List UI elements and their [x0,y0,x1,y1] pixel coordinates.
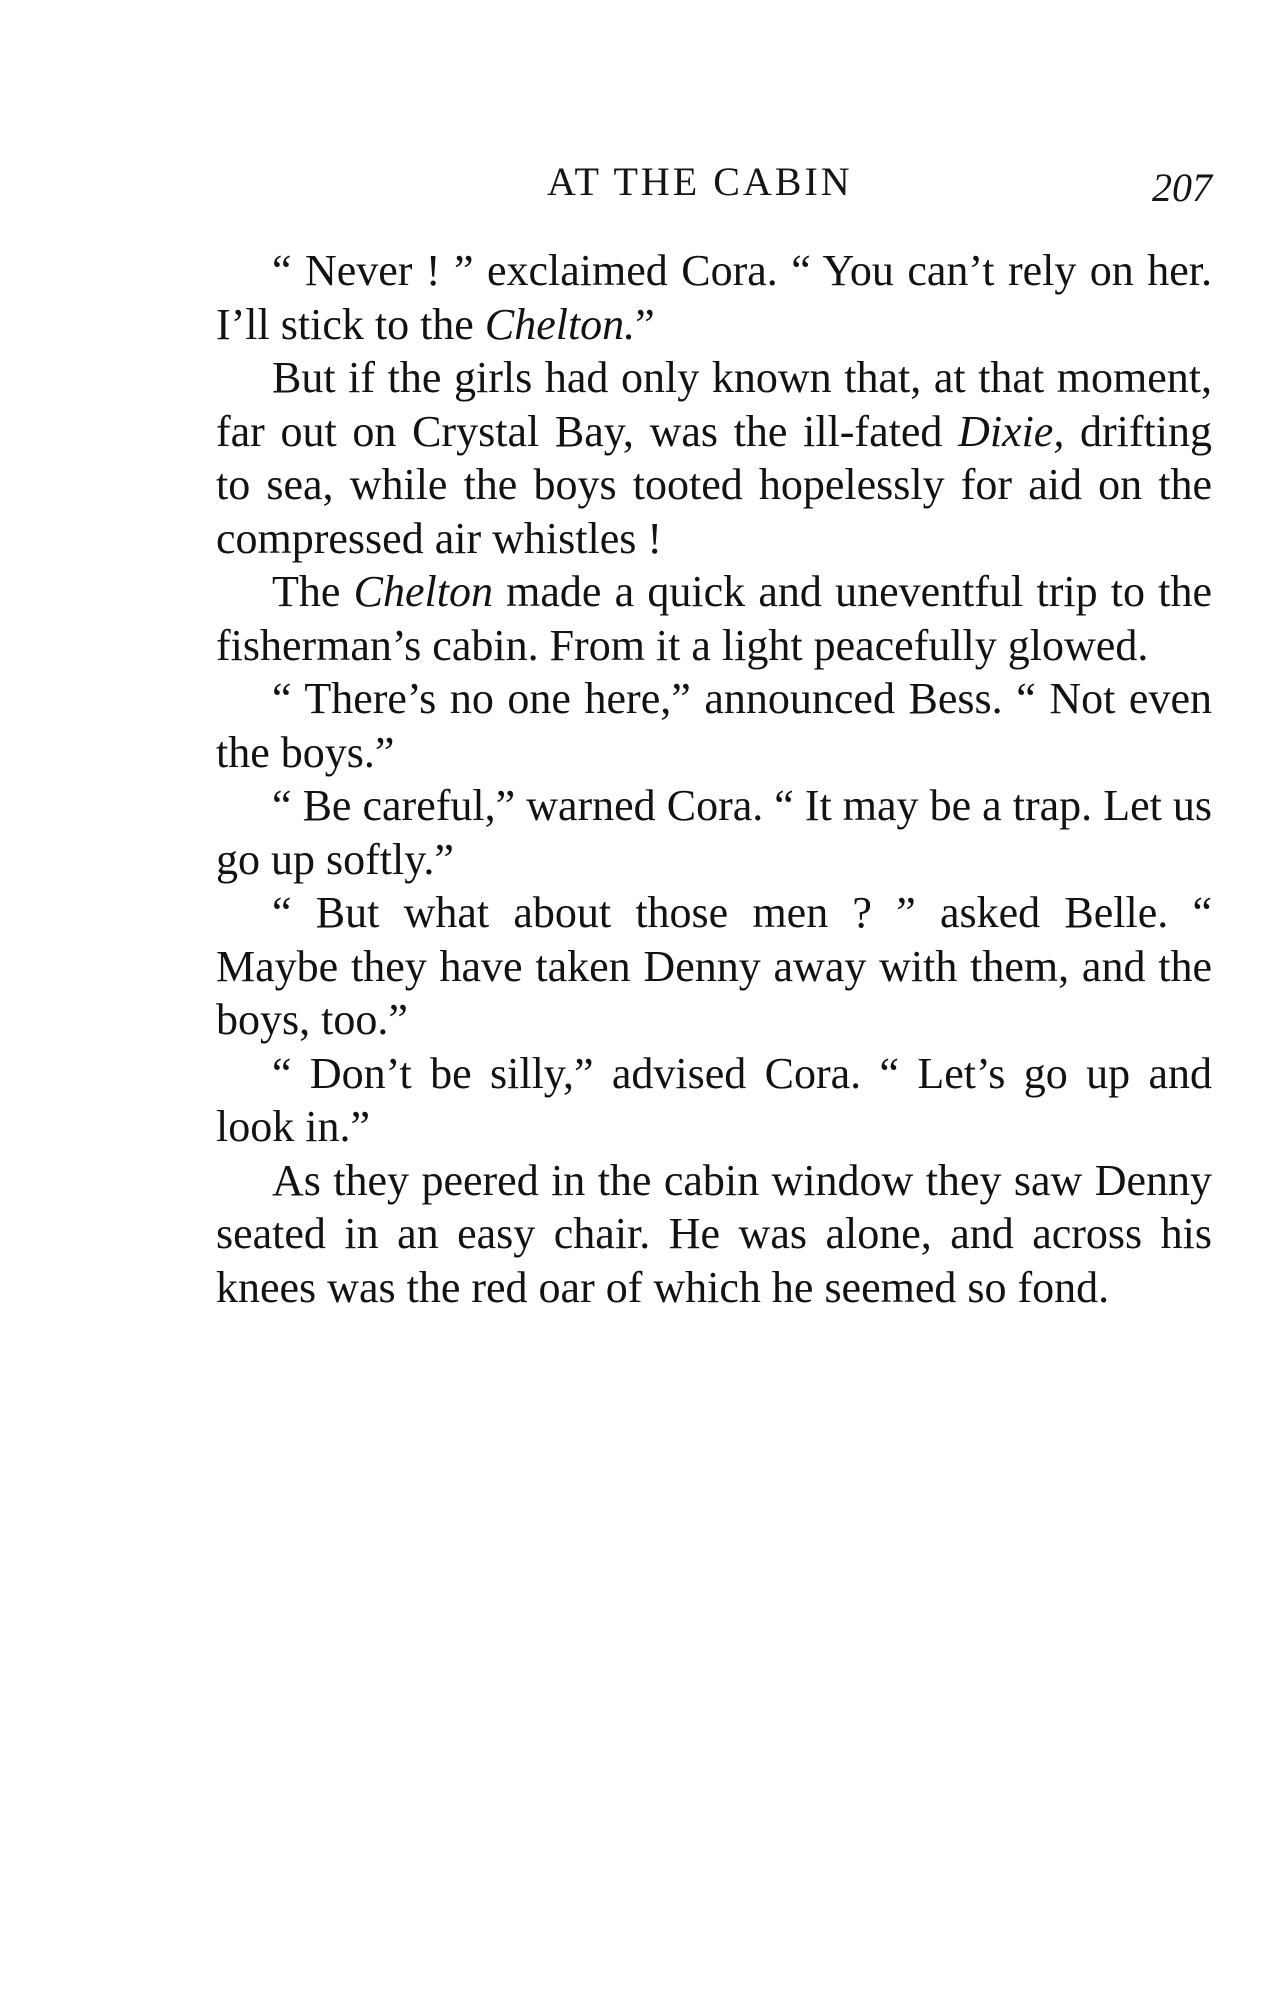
paragraph [216,1154,1212,1315]
text-segment: “ There’s no one here,” announced Bess. “ Not even the boys.” [216,674,1212,777]
running-title: AT THE CABIN [547,159,853,204]
paragraph [216,1047,1212,1154]
text-segment: ” [635,299,655,349]
text-segment: But if the girls had only known that, at that moment, far out on Crystal Bay, was the ill-fated [216,353,1212,456]
text-segment: The [272,567,354,616]
text-segment: “ But what about those men ? ” asked Belle. “ Maybe they have taken Denny away with them, and the boys, too.” [216,888,1212,1044]
body-text [216,244,1212,1314]
paragraph [216,672,1212,779]
text-segment: “ Be careful,” warned Cora. “ It may be a trap. Let us go up softly.” [216,781,1212,884]
paragraph [216,244,1212,351]
running-head [212,158,1212,218]
paragraph [216,886,1212,1047]
text-segment: made a quick and uneventful trip to the fisherman’s cabin. From it a light peacefully glowed. [216,567,1212,670]
text-segment: “ Never ! ” exclaimed Cora. “ You can’t rely on her. I’ll stick to the [216,246,1212,349]
italic-ship-name: Chelton. [484,299,636,349]
paragraph [216,565,1212,672]
paragraph [216,779,1212,886]
text-segment: drifting to sea, while the boys tooted hopelessly for aid on the compressed air whistles ! [216,406,1212,563]
text-segment: “ Don’t be silly,” advised Cora. “ Let’s go up and look in.” [216,1048,1212,1151]
paragraph [216,351,1212,565]
text-segment: As they peered in the cabin window they saw Denny seated in an easy chair. He was alone, and across his knees was the red oar of which he seemed so fond. [216,1155,1212,1312]
page-number: 207 [1152,165,1212,210]
italic-ship-name: Dixie, [958,406,1065,456]
italic-ship-name: Chelton [353,567,493,616]
